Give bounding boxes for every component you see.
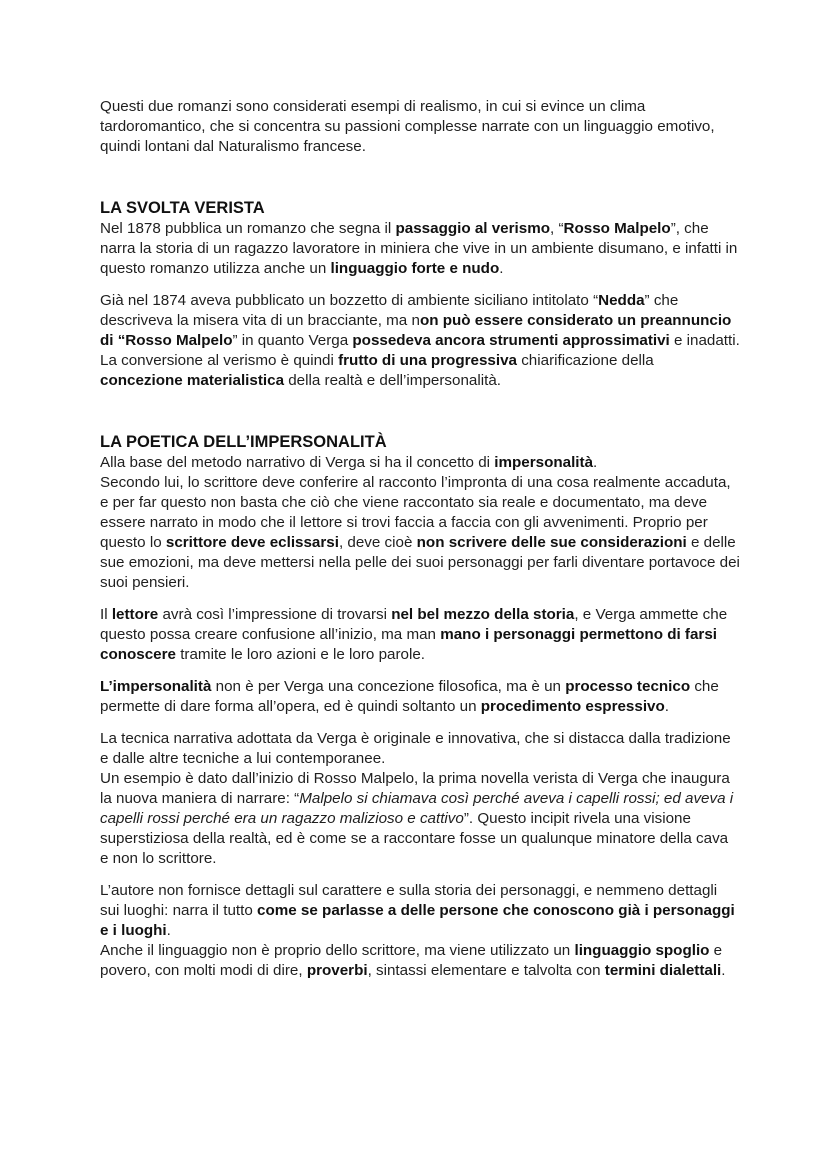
document-body (100, 97, 740, 981)
poetica-paragraph-5a: L’autore non fornisce dettagli sul carattere e sulla storia dei personaggi, e nemmeno dettagli sui luoghi: narra il tutto come se parlasse a delle persone che conoscono già i personaggi e i luoghi. (100, 882, 735, 939)
poetica-paragraph-4b: Un esempio è dato dall’inizio di Rosso Malpelo, la prima novella verista di Verga che inaugura la nuova maniera di narrare: “Malpelo si chiamava così perché aveva i capelli rossi; ed aveva i capelli rossi perché era un ragazzo malizioso e cattivo”. Questo incipit rivela una visione superstiziosa della realtà, ed è come se a raccontare fosse un qualunque minatore della cava e non lo scrittore. (100, 770, 734, 867)
malpelo-quote: Malpelo si chiamava così perché aveva i capelli rossi; ed aveva i capelli rossi perché era un ragazzo malizioso e cattivo (100, 790, 734, 827)
heading-poetica-impersonalita: LA POETICA DELL’IMPERSONALITÀ (100, 433, 387, 451)
poetica-paragraph-2: Il lettore avrà così l’impressione di trovarsi nel bel mezzo della storia, e Verga ammette che questo possa creare confusione all’inizio, ma man mano i personaggi permettono di farsi conoscere tramite le loro azioni e le loro parole. (100, 606, 728, 663)
poetica-paragraph-5b: Anche il linguaggio non è proprio dello scrittore, ma viene utilizzato un linguaggio spoglio e povero, con molti modi di dire, proverbi, sintassi elementare e talvolta con termini dialettali. (100, 942, 726, 979)
poetica-paragraph-1b: Secondo lui, lo scrittore deve conferire al racconto l’impronta di una cosa realmente accaduta, e per far questo non basta che ciò che viene raccontato sia reale e documentato, ma deve essere narrato in modo che il lettore si trovi faccia a faccia con gli avvenimenti. Proprio per questo lo scrittore deve eclissarsi, deve cioè non scrivere delle sue considerazioni e delle sue emozioni, ma deve mettersi nella pelle dei suoi personaggi per farli diventare portavoce dei suoi pensieri. (100, 474, 740, 591)
poetica-paragraph-3: L’impersonalità non è per Verga una concezione filosofica, ma è un processo tecnico che permette di dare forma all’opera, ed è quindi soltanto un procedimento espressivo. (100, 678, 719, 715)
poetica-paragraph-1: Alla base del metodo narrativo di Verga si ha il concetto di impersonalità. (100, 454, 598, 471)
svolta-paragraph-2: Già nel 1874 aveva pubblicato un bozzetto di ambiente siciliano intitolato “Nedda” che descriveva la misera vita di un bracciante, ma non può essere considerato un preannuncio di “Rosso Malpelo” in quanto Verga possedeva ancora strumenti approssimativi e inadatti. La conversione al verismo è quindi frutto di una progressiva chiarificazione della concezione materialistica della realtà e dell’impersonalità. (100, 292, 740, 389)
heading-svolta-verista: LA SVOLTA VERISTA (100, 199, 265, 217)
svolta-paragraph-1: Nel 1878 pubblica un romanzo che segna il passaggio al verismo, “Rosso Malpelo”, che narra la storia di un ragazzo lavoratore in miniera che vive in un ambiente disumano, e infatti in questo romanzo utilizza anche un linguaggio forte e nudo. (100, 220, 738, 277)
intro-paragraph: Questi due romanzi sono considerati esempi di realismo, in cui si evince un clima tardoromantico, che si concentra su passioni complesse narrate con un linguaggio emotivo, quindi lontani dal Naturalismo francese. (100, 98, 715, 155)
poetica-paragraph-4a: La tecnica narrativa adottata da Verga è originale e innovativa, che si distacca dalla tradizione e dalle altre tecniche a lui contemporanee. (100, 730, 731, 767)
